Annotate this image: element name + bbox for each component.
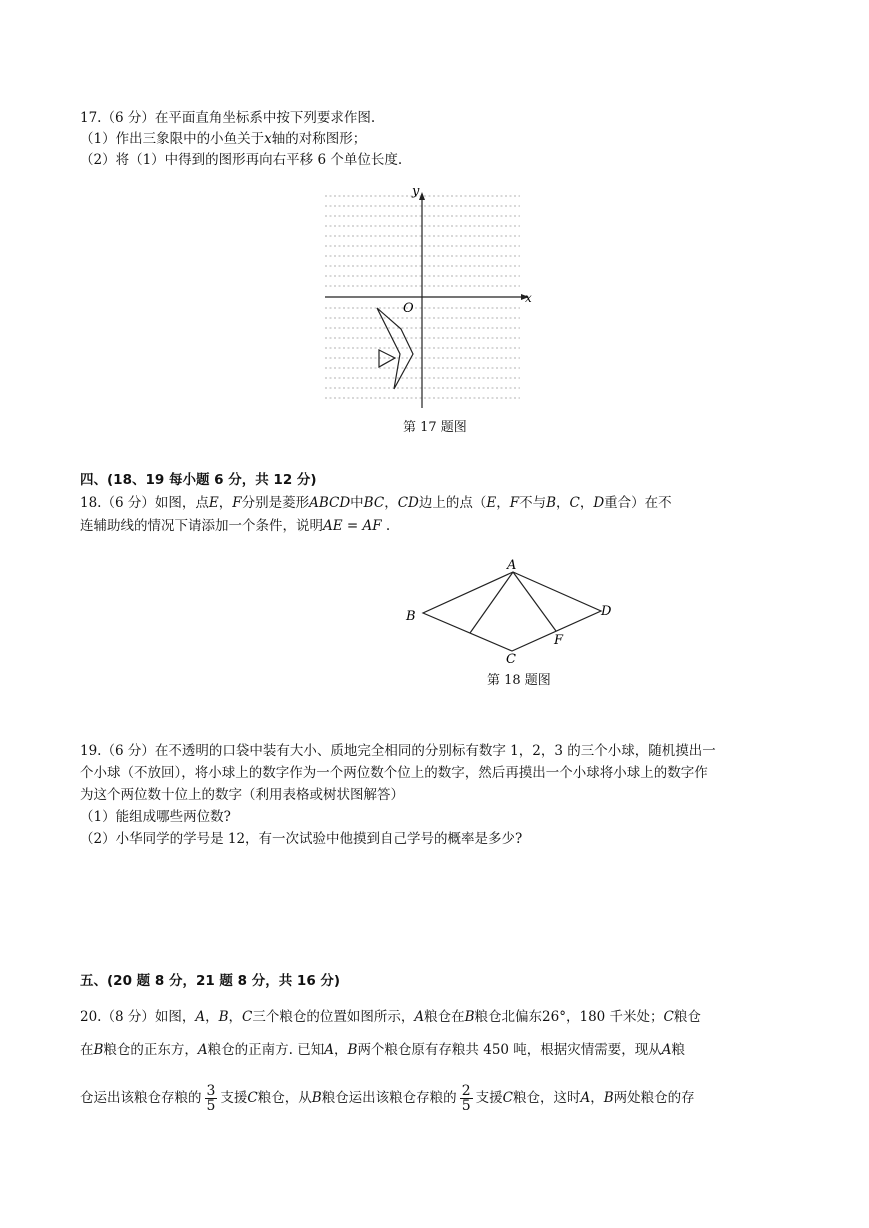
q18-caption: 第 18 题图: [487, 673, 551, 688]
label-c: C: [506, 652, 516, 666]
q20-line3: 仓运出该粮仓存粮的 $\frac{3}{5}$ 支援C粮仓，从B粮仓运出该粮仓存粮的 $\frac{2}{5}$ 支援C粮仓，这时A，B两处粮仓的存: [80, 1083, 695, 1114]
label-d: D: [601, 604, 612, 619]
x-axis-label: x: [525, 291, 532, 305]
q18-rhombus-figure: [398, 554, 623, 666]
q20-line2: 在B粮仓的正东方，A粮仓的正南方. 已知A，B两个粮仓原有存粮共 450 吨，根据灾情需要，现从A粮: [80, 1042, 686, 1058]
q18-line2: 连辅助线的情况下请添加一个条件，说明AE = AF .: [80, 518, 391, 534]
q17-caption: 第 17 题图: [403, 420, 467, 435]
fraction-two-fifths: $\frac{2}{5}$: [461, 1083, 471, 1114]
rhombus-abcd: [423, 572, 601, 651]
q17-coordinate-grid: [315, 182, 545, 410]
y-axis-label: y: [412, 184, 420, 199]
origin-label: O: [403, 301, 414, 316]
fraction-three-fifths: $\frac{3}{5}$: [206, 1083, 216, 1114]
section4-heading: 四、(18、19 每小题 6 分，共 12 分): [80, 472, 317, 488]
q19-part1: （1）能组成哪些两位数?: [80, 809, 231, 825]
q17-part1: （1）作出三象限中的小鱼关于x轴的对称图形；: [80, 131, 367, 147]
segment-af: [513, 572, 556, 631]
q19-line3: 为这个两位数十位上的数字（利用表格或树状图解答）: [80, 787, 404, 803]
q17-part2: （2）将（1）中得到的图形再向右平移 6 个单位长度.: [80, 152, 403, 168]
fish-figure: [377, 308, 413, 389]
q18-line1: 18.（6 分）如图，点E，F分别是菱形ABCD中BC，CD边上的点（E，F不与B，C，D重合）在不: [80, 495, 672, 511]
label-a: A: [507, 558, 517, 573]
q17-stem: 17.（6 分）在平面直角坐标系中按下列要求作图.: [80, 110, 376, 126]
label-f: F: [554, 633, 564, 648]
q20-line1: 20.（8 分）如图，A，B，C三个粮仓的位置如图所示，A粮仓在B粮仓北偏东26°，180 千米处；C粮仓: [80, 1009, 701, 1025]
label-b: B: [406, 609, 416, 624]
q19-part2: （2）小华同学的学号是 12，有一次试验中他摸到自己学号的概率是多少?: [80, 831, 523, 847]
q19-line2: 个小球（不放回），将小球上的数字作为一个两位数个位上的数字，然后再摸出一个小球将小球上的数字作: [80, 765, 708, 781]
q19-line1: 19.（6 分）在不透明的口袋中装有大小、质地完全相同的分别标有数字 1，2，3 的三个小球，随机摸出一: [80, 743, 716, 759]
section5-heading: 五、(20 题 8 分，21 题 8 分，共 16 分): [80, 973, 341, 989]
